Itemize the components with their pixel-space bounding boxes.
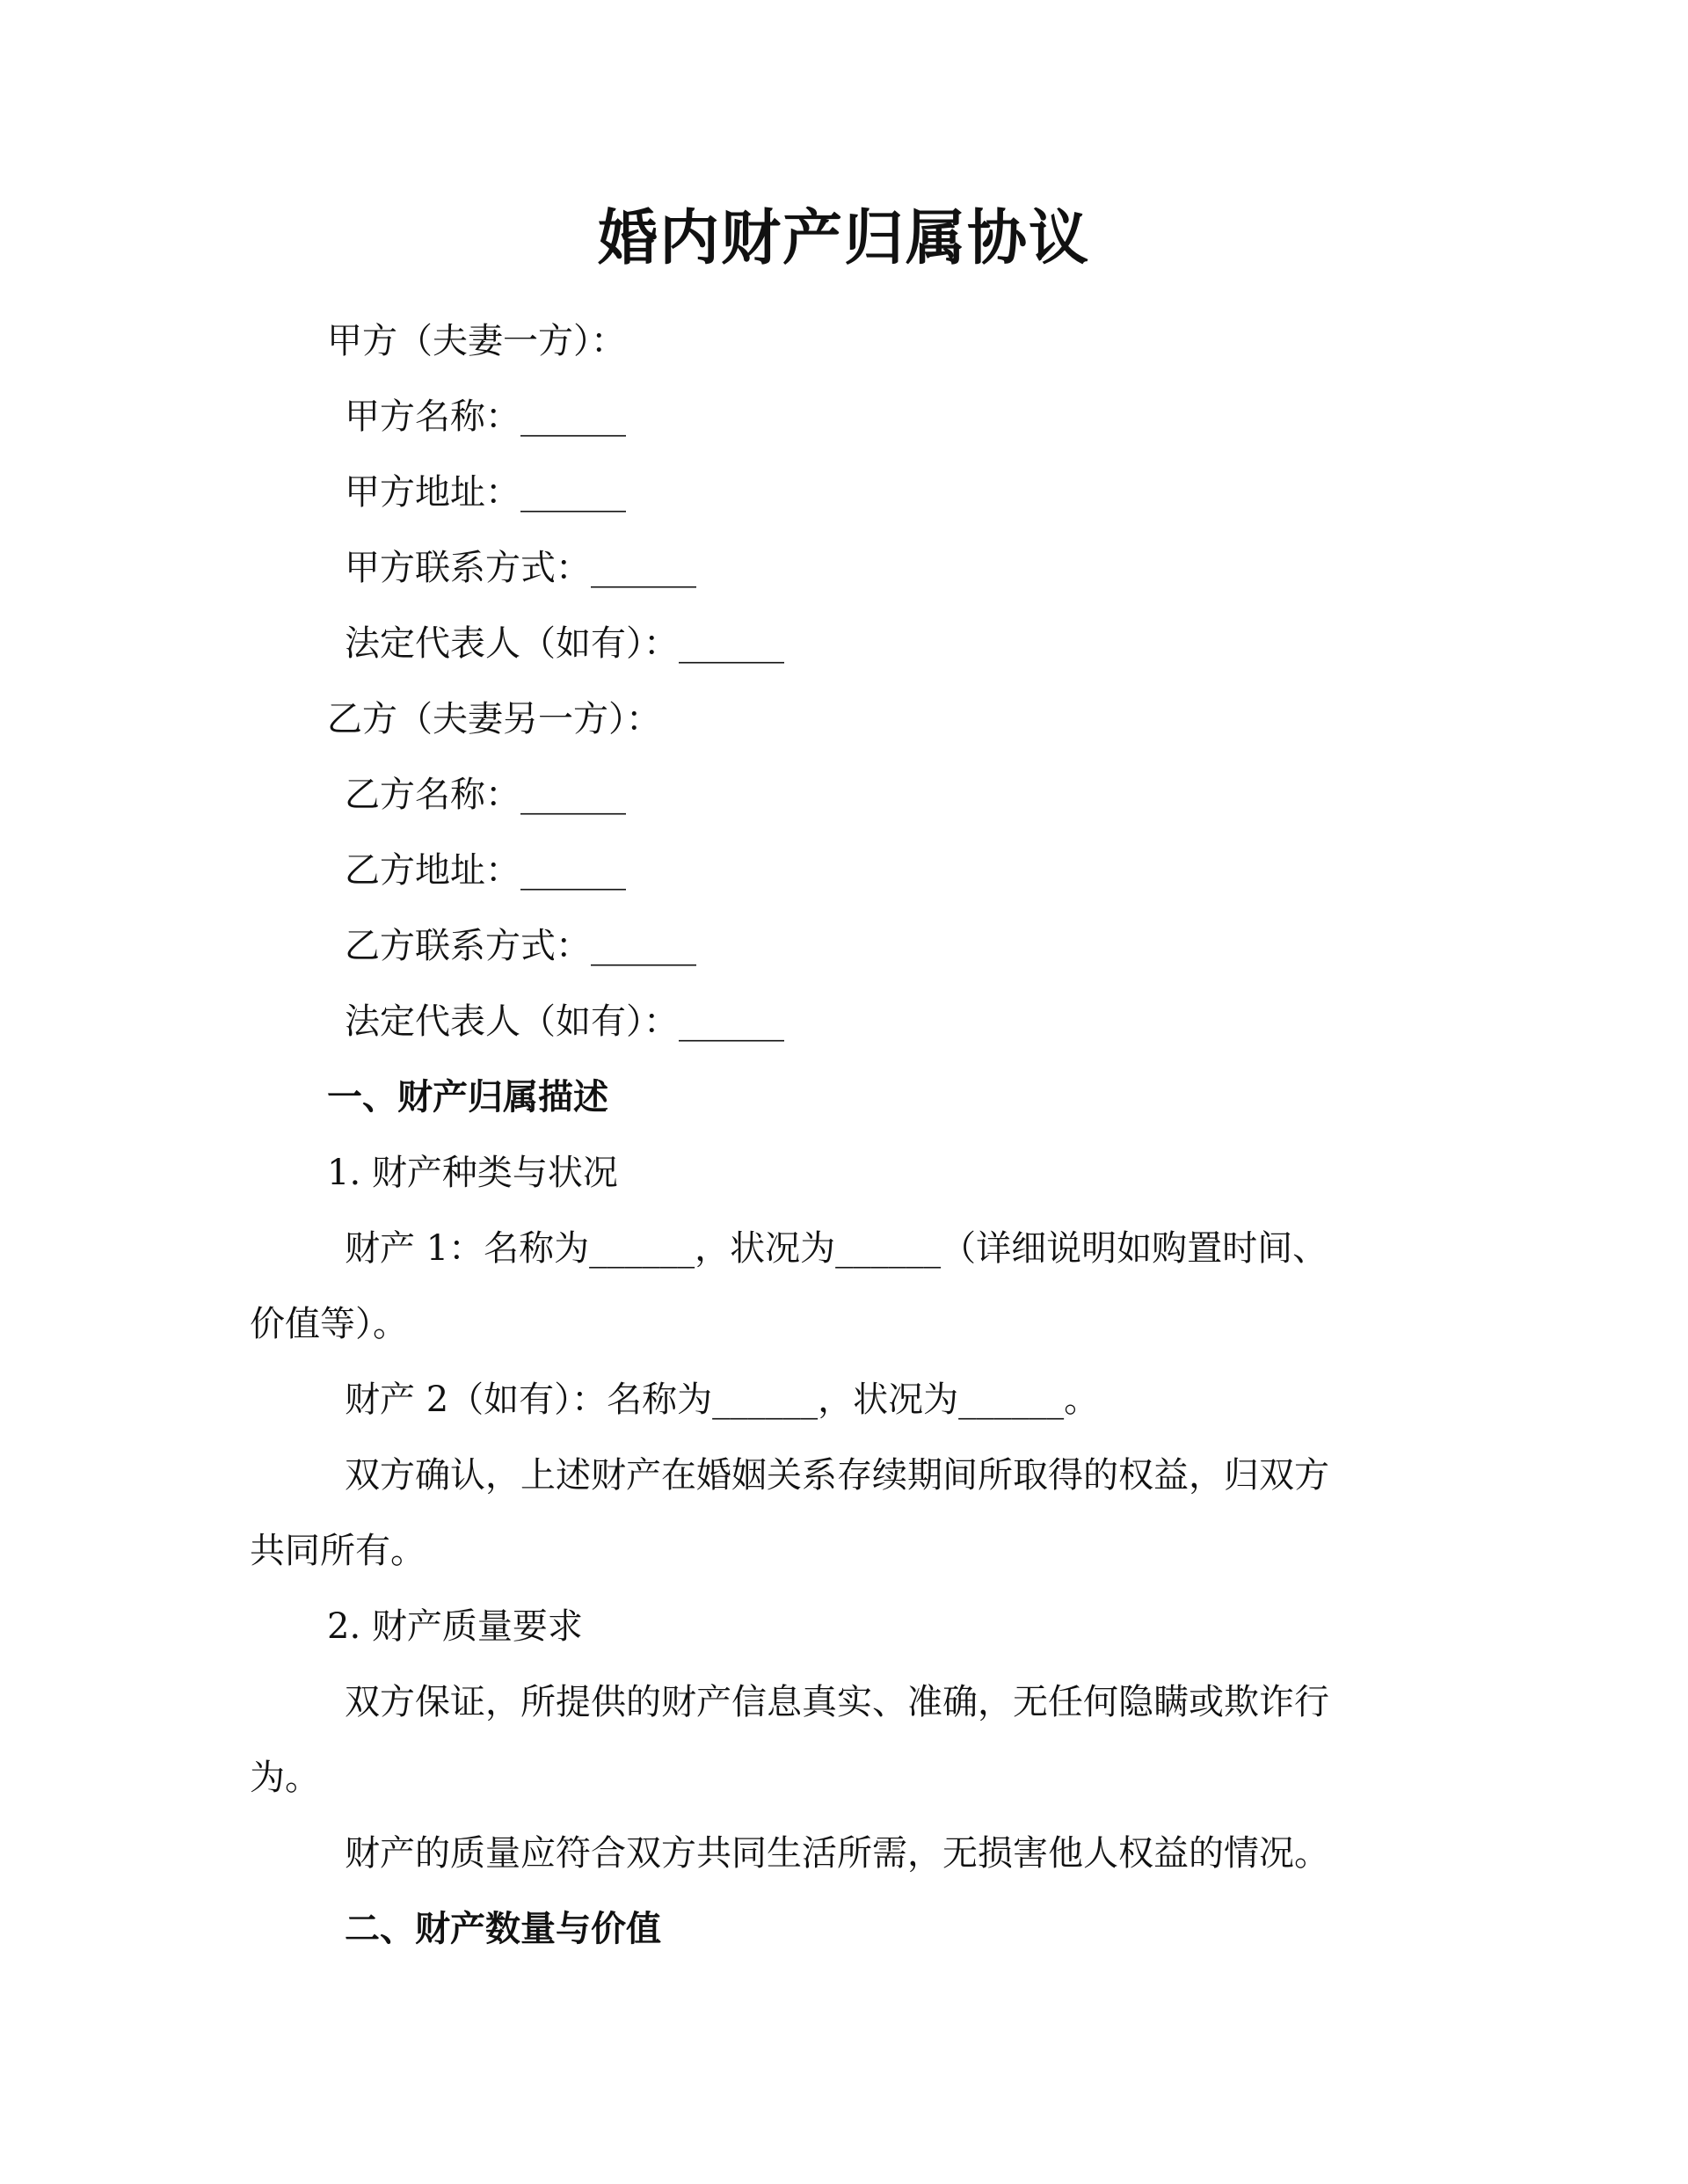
party-a-name: 甲方名称：______ — [345, 397, 626, 437]
party-a-contact: 甲方联系方式：______ — [345, 548, 696, 588]
confirm-line-2: 共同所有。 — [250, 1531, 426, 1571]
party-b-header: 乙方（夫妻另一方）： — [327, 699, 661, 739]
quality-statement: 财产的质量应符合双方共同生活所需，无损害他人权益的情况。 — [345, 1833, 1329, 1874]
party-b-name: 乙方名称：______ — [345, 775, 626, 815]
section-1-heading: 一、财产归属描述 — [327, 1076, 608, 1117]
item-1-heading: 1. 财产种类与状况 — [327, 1153, 618, 1193]
property-2: 财产 2（如有）：名称为______，状况为______。 — [345, 1380, 1100, 1420]
section-2-heading: 二、财产数量与价值 — [345, 1908, 661, 1949]
party-b-contact: 乙方联系方式：______ — [345, 926, 696, 966]
party-b-address: 乙方地址：______ — [345, 850, 626, 891]
document-title: 婚内财产归属协议 — [597, 203, 1090, 273]
party-a-representative: 法定代表人（如有）：______ — [345, 623, 784, 664]
party-b-representative: 法定代表人（如有）：______ — [345, 1001, 784, 1042]
guarantee-line-1: 双方保证，所提供的财产信息真实、准确，无任何隐瞒或欺诈行 — [345, 1682, 1329, 1722]
property-1-line-1: 财产 1：名称为______，状况为______（详细说明如购置时间、 — [345, 1228, 1328, 1269]
party-a-address: 甲方地址：______ — [345, 472, 626, 513]
guarantee-line-2: 为。 — [250, 1758, 320, 1798]
party-a-header: 甲方（夫妻一方）： — [327, 321, 626, 361]
item-2-heading: 2. 财产质量要求 — [327, 1606, 583, 1647]
confirm-line-1: 双方确认，上述财产在婚姻关系存续期间所取得的权益，归双方 — [345, 1455, 1329, 1496]
property-1-line-2: 价值等）。 — [250, 1304, 408, 1344]
